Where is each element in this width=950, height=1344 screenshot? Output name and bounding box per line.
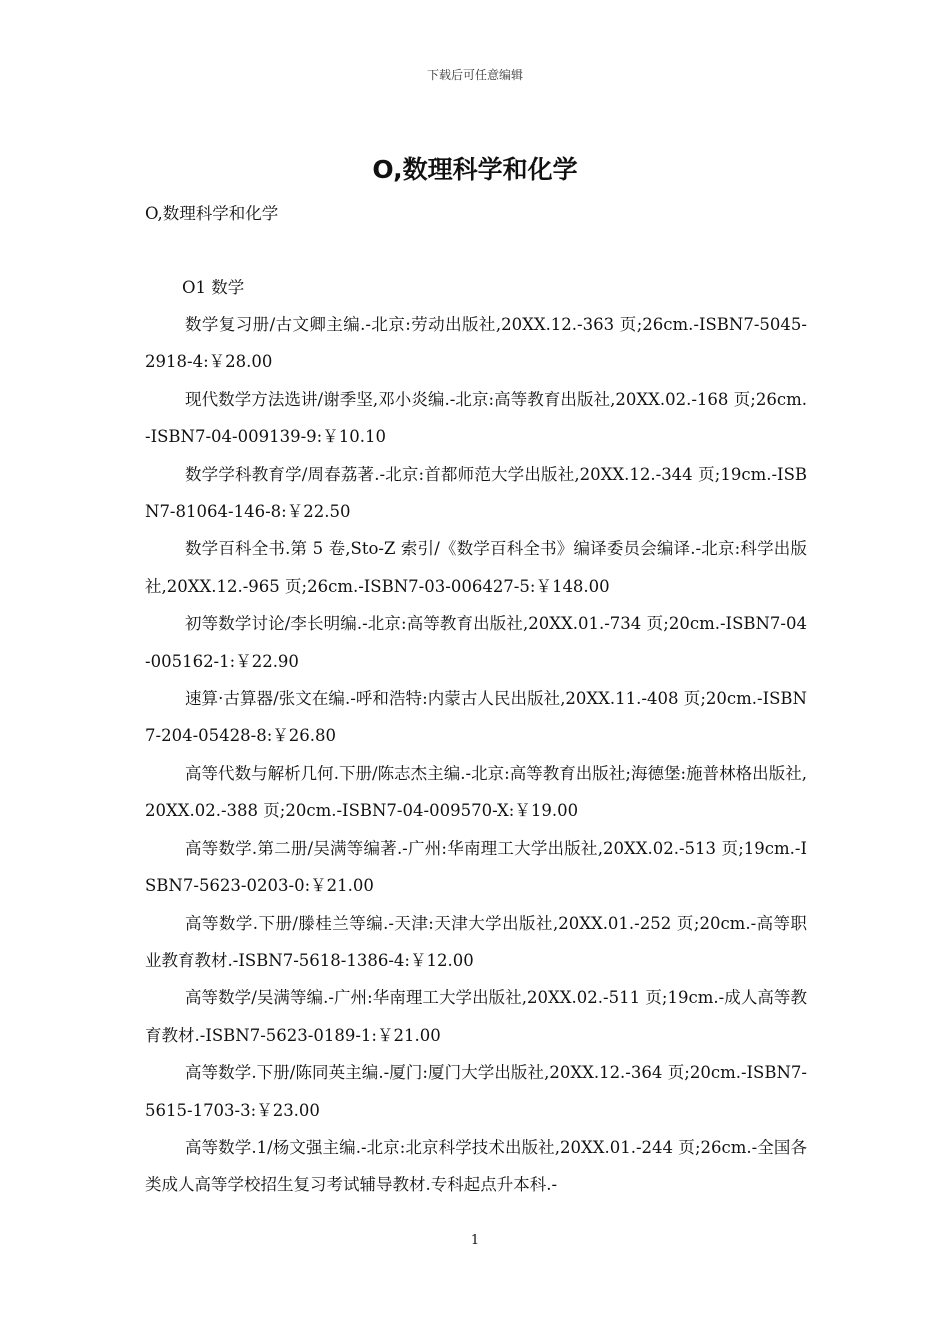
bibliography-entry: 高等数学.下册/陈同英主编.-厦门:厦门大学出版社,20XX.12.-364 页;20cm.-ISBN7-5615-1703-3:￥23.00 (145, 1063, 807, 1120)
page-header-note: 下载后可任意编辑 (426, 68, 523, 82)
bibliography-entry: 高等数学/吴满等编.-广州:华南理工大学出版社,20XX.02.-511 页;19cm.-成人高等教育教材.-ISBN7-5623-0189-1:￥21.00 (145, 988, 807, 1045)
bibliography-entry: 现代数学方法选讲/谢季坚,邓小炎编.-北京:高等教育出版社,20XX.02.-168 页;26cm.-ISBN7-04-009139-9:￥10.10 (145, 389, 807, 447)
bibliography-entry: 数学百科全书.第 5 卷,Sto-Z 索引/《数学百科全书》编译委员会编译.-北京:科学出版社,20XX.12.-965 页;26cm.-ISBN7-03-006427-5:￥148.00 (145, 539, 807, 596)
bibliography-entry: 高等数学.1/杨文强主编.-北京:北京科学技术出版社,20XX.01.-244 页;26cm.-全国各类成人高等学校招生复习考试辅导教材.专科起点升本科.- (145, 1137, 807, 1195)
bibliography-entry: 高等代数与解析几何.下册/陈志杰主编.-北京:高等教育出版社;海德堡:施普林格出版社,20XX.02.-388 页;20cm.-ISBN7-04-009570-X:￥19.00 (145, 763, 807, 821)
bibliography-entry: 数学学科教育学/周春荔著.-北京:首都师范大学出版社,20XX.12.-344 页;19cm.-ISBN7-81064-146-8:￥22.50 (145, 464, 807, 522)
section-heading: O1 数学 (182, 278, 245, 297)
bibliography-entry: 速算·古算器/张文在编.-呼和浩特:内蒙古人民出版社,20XX.11.-408 页;20cm.-ISBN7-204-05428-8:￥26.80 (145, 689, 807, 746)
document-title: O,数理科学和化学 (372, 155, 578, 184)
bibliography-entry: 初等数学讨论/李长明编.-北京:高等教育出版社,20XX.01.-734 页;20cm.-ISBN7-04-005162-1:￥22.90 (145, 614, 807, 671)
bibliography-entry: 高等数学.第二册/吴满等编著.-广州:华南理工大学出版社,20XX.02.-513 页;19cm.-ISBN7-5623-0203-0:￥21.00 (145, 838, 807, 896)
bibliography-entry: 高等数学.下册/滕桂兰等编.-天津:天津大学出版社,20XX.01.-252 页;20cm.-高等职业教育教材.-ISBN7-5618-1386-4:￥12.00 (145, 913, 807, 970)
bibliography-list (145, 306, 807, 1204)
page-number: 1 (470, 1233, 480, 1248)
bibliography-entry: 数学复习册/古文卿主编.-北京:劳动出版社,20XX.12.-363 页;26cm.-ISBN7-5045-2918-4:￥28.00 (145, 315, 807, 372)
document-subtitle: O,数理科学和化学 (145, 204, 279, 223)
